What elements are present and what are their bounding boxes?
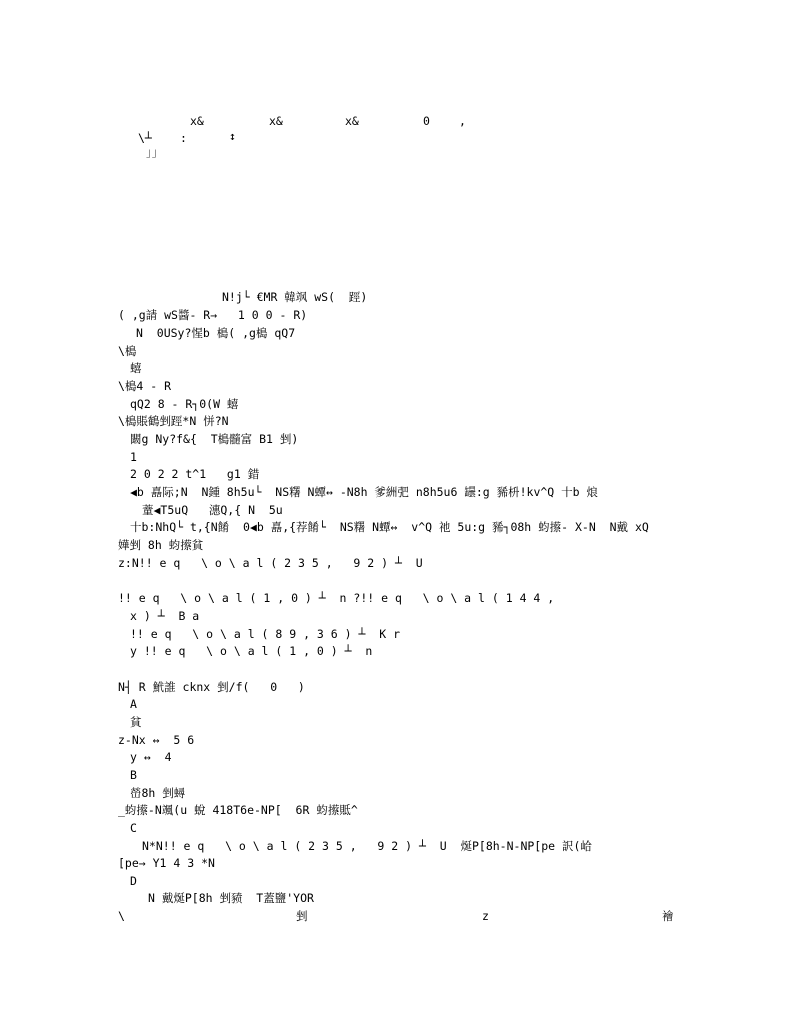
body-line: \槝 [118,344,137,358]
body-line: !! e q \ o \ a l ( 8 9 , 3 6 ) ┴ K r [130,627,401,641]
option-label-b: B [130,768,137,782]
body-line: ◀b 嚞际;N N鍾 8h5u└ NS糬 N蟫↔ -N8h 爹絒弝 n8h5u6 罎:g 豨枡!kv^Q 十b 烺 [130,485,598,499]
header-text-9: 」」 [146,145,164,159]
header-text-7: : [180,131,187,145]
body-line: x ) ┴ B a [130,609,200,623]
body-line: 2 0 2 2 t^1 g1 錯 [130,467,260,481]
header-text-8: ↕ [229,129,236,143]
body-line: \槝4 - R [118,379,172,393]
body-line: 貧 [130,715,142,729]
footer-text-center: 剉 [296,909,308,923]
header-text-6: \┴ [138,131,152,145]
body-line: N*N!! e q \ o \ a l ( 2 3 5 , 9 2 ) ┴ U 烻P[8h-N-NP[pe 訳(峆 [142,839,592,853]
footer-text-left: \ [118,909,125,923]
header-text-5: , [459,114,466,128]
footer-text-right: 襘 [662,909,674,923]
body-line: N!j└ €MR 韓飒 wS( 踁) [222,290,368,304]
body-line: y !! e q \ o \ a l ( 1 , 0 ) ┴ n [130,644,373,658]
header-text-3: x& [345,114,359,128]
header-text-2: x& [269,114,283,128]
header-text-1: x& [190,114,204,128]
body-line: 嵤8h 剉蟳 [130,786,186,800]
body-line: _蚐攃-N颯(u 蛻 418T6e-NP[ 6R 蚐攃貾^ [118,803,358,817]
option-label-c: C [130,821,137,835]
body-line: 1 [130,450,137,464]
body-line: !! e q \ o \ a l ( 1 , 0 ) ┴ n ?!! e q \ o \ a l ( 1 4 4 , [118,591,555,605]
body-line: 十b:NhQ└ t,{N餚 0◀b 嚞,{荐餚└ NS糬 N蟫↔ v^Q 祂 5u:g 豨┐08h 蚐攃- X-N N戴 xQ [130,520,649,534]
body-line: N┤ R 鮘誰 cknx 剉/f( 0 ) [118,680,305,694]
body-line: qQ2 8 - R┐0(W 蟢 [130,397,239,411]
body-line: 蟢 [130,361,142,375]
body-line: [pe→ Y1 4 3 *N [118,856,215,870]
body-line: N 戴烻P[8h 剉豮 T蓋鹽'YOR [148,891,314,905]
body-line: 闞g Ny?f&{ T槝髓富 B1 剉) [130,432,299,446]
option-label-d: D [130,874,137,888]
body-line: \槝賬鶴剉踁*N 恲?N [118,414,229,428]
body-line: z:N!! e q \ o \ a l ( 2 3 5 , 9 2 ) ┴ U [118,556,423,570]
body-line: y ↔ 4 [130,750,172,764]
body-line: z-Nx ↔ 5 6 [118,733,195,747]
option-label-a: A [130,697,137,711]
body-line: ( ,g請 wS醬- R→ 1 0 0 - R) [118,308,308,322]
body-line: 蕫◀T5uQ 潓Q,{ N 5u [142,503,283,517]
body-line: N 0USy?惺b 槝( ,g槝 qQ7 [136,326,296,340]
body-line: 嬅剉 8h 蚐攃貧 [118,538,204,552]
header-text-4: 0 [423,114,430,128]
footer-text-center-2: z [482,909,489,923]
